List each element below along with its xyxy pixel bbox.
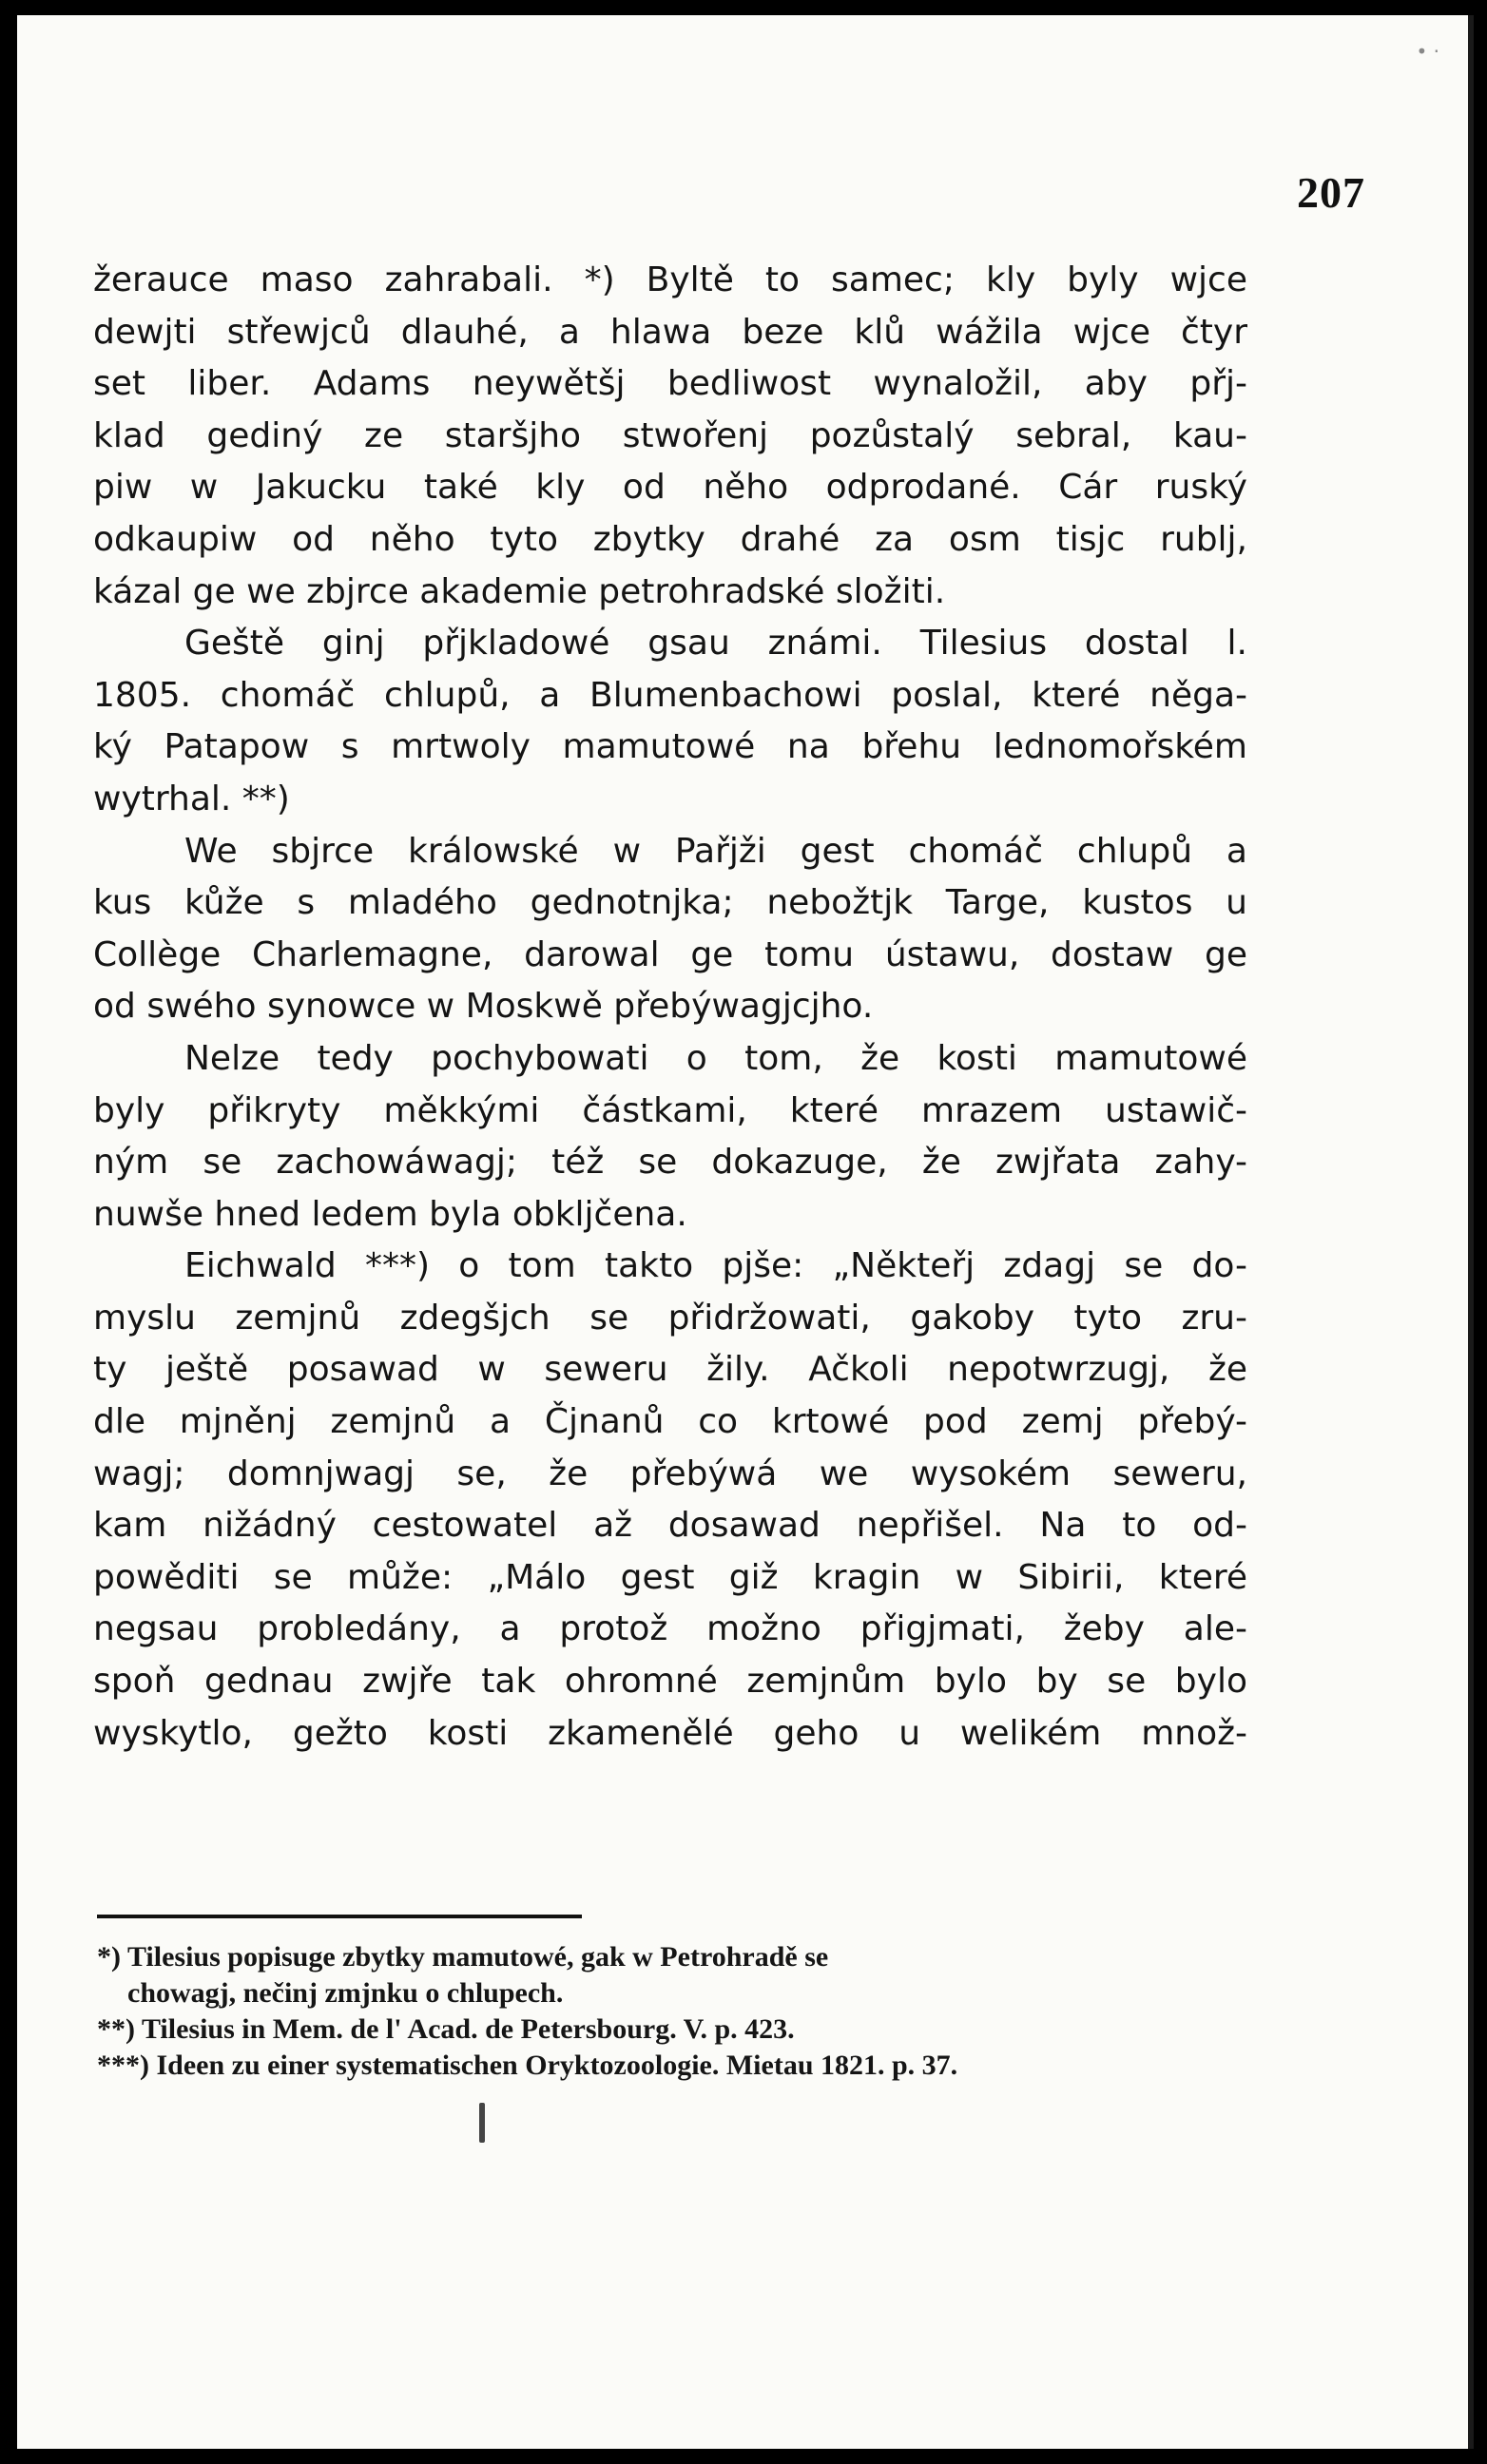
body-text bbox=[93, 255, 1247, 1760]
text-line: dle mjněnj zemjnů a Čjnanů co krtowé pod zemj přebý- bbox=[93, 1402, 1247, 1442]
book-page bbox=[17, 15, 1474, 2449]
edge-mark: • · bbox=[1416, 40, 1439, 63]
text-line: wyskytlo, gežto kosti zkamenělé geho u welikém množ- bbox=[93, 1713, 1247, 1753]
text-line: ným se zachowáwagj; též se dokazuge, že zwjřata zahy- bbox=[93, 1143, 1247, 1183]
text-line: od swého synowce w Moskwě přebýwagjcjho. bbox=[93, 987, 874, 1027]
text-line: ký Patapow s mrtwoly mamutowé na břehu lednomořském bbox=[93, 727, 1247, 767]
text-line: negsau probledány, a protož možno přigjmati, žeby ale- bbox=[93, 1609, 1247, 1649]
text-line: Collège Charlemagne, darowal ge tomu ústawu, dostaw ge bbox=[93, 934, 1247, 974]
text-line: spoň gednau zwjře tak ohromné zemjnům bylo by se bylo bbox=[93, 1662, 1247, 1702]
footnote-line: ***) Ideen zu einer systematischen Oryktozoologie. Mietau 1821. p. 37. bbox=[97, 2050, 958, 2081]
text-line: nuwše hned ledem byla obkljčena. bbox=[93, 1194, 687, 1234]
text-line: kus kůže s mladého gednotnjka; nebožtjk Targe, kustos u bbox=[93, 883, 1247, 923]
text-line: powěditi se může: „Málo gest giž kragin w Sibirii, které bbox=[93, 1557, 1247, 1597]
text-line: kam nižádný cestowatel až dosawad nepřišel. Na to od- bbox=[93, 1506, 1247, 1546]
text-line: odkaupiw od něho tyto zbytky drahé za osm tisjc rublj, bbox=[93, 519, 1247, 559]
footnote-rule bbox=[97, 1915, 582, 1918]
text-line: set liber. Adams neywětšj bedliwost wynaložil, aby přj- bbox=[93, 364, 1247, 404]
footnote-line: chowagj, nečinj zmjnku o chlupech. bbox=[127, 1977, 564, 2009]
printer-mark bbox=[479, 2103, 485, 2143]
text-line: klad gediný ze staršjho stwořenj pozůstalý sebral, kau- bbox=[93, 415, 1247, 455]
text-line: kázal ge we zbjrce akademie petrohradské složiti. bbox=[93, 571, 946, 611]
text-line: wytrhal. **) bbox=[93, 779, 290, 818]
text-line: dewjti střewjců dlauhé, a hlawa beze klů wážila wjce čtyr bbox=[93, 312, 1247, 352]
footnotes bbox=[97, 1939, 1249, 2084]
footnote-line: **) Tilesius in Mem. de l' Acad. de Petersbourg. V. p. 423. bbox=[97, 2013, 795, 2045]
text-line: We sbjrce králowské w Pařjži gest chomáč chlupů a bbox=[184, 831, 1247, 871]
footnote-line: *) Tilesius popisuge zbytky mamutowé, gak w Petrohradě se bbox=[97, 1941, 829, 1973]
text-line: myslu zemjnů zdegšjch se přidržowati, gakoby tyto zru- bbox=[93, 1298, 1247, 1338]
text-line: žerauce maso zahrabali. *) Byltě to samec; kly byly wjce bbox=[93, 260, 1247, 299]
text-line: wagj; domnjwagj se, že přebýwá we wysokém sewеru, bbox=[93, 1453, 1247, 1493]
text-line: byly přikryty měkkými částkami, které mrazem ustawič- bbox=[93, 1090, 1247, 1130]
text-line: 1805. chomáč chlupů, a Blumenbachowi poslal, které něga- bbox=[93, 675, 1247, 715]
text-line: Geště ginj přjkladowé gsau známi. Tilesius dostal l. bbox=[184, 624, 1247, 664]
page-number: 207 bbox=[1297, 168, 1365, 217]
text-line: ty ještě posawad w sewеru žily. Ačkoli nepotwrzugj, že bbox=[93, 1350, 1247, 1390]
text-line: Nelze tedy pochybowati o tom, že kosti mamutowé bbox=[184, 1038, 1247, 1078]
text-line: Eichwald ***) o tom takto pjše: „Někteřj zdagj se do- bbox=[184, 1246, 1247, 1286]
text-line: piw w Jakucku také kly od něho odprodané. Cár ruský bbox=[93, 468, 1247, 508]
